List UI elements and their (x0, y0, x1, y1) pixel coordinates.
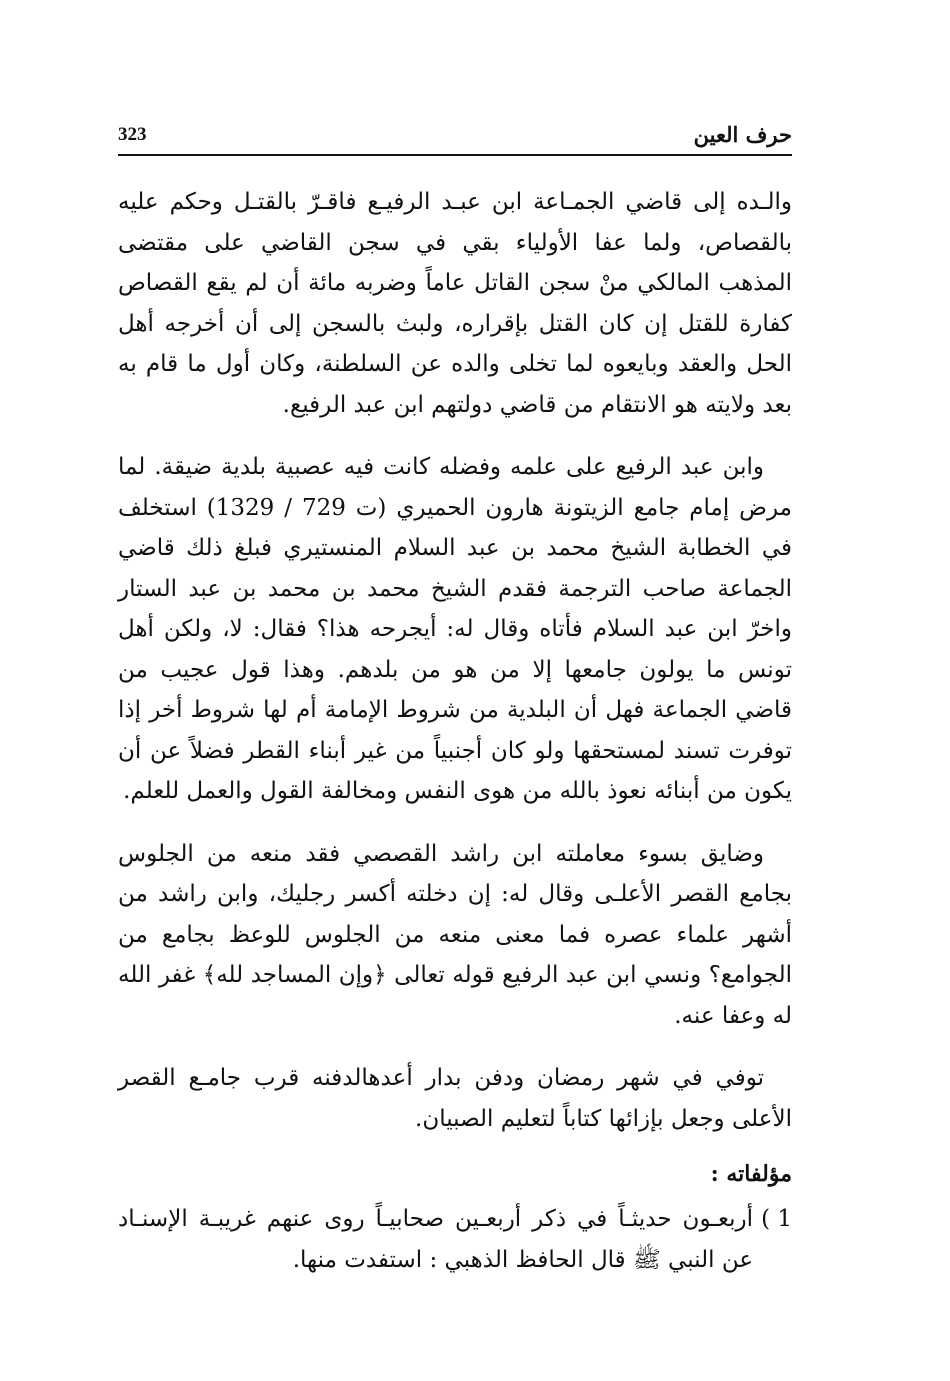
section-title: حرف العين (693, 122, 792, 147)
works-heading: مؤلفاته : (710, 1161, 792, 1187)
paragraph: وضايق بسوء معاملته ابن راشد القصصي فقد منعه من الجلوس بجامع القصر الأعلـى وقال له: إن دخلته أكسر رجليك، وابن راشد من أشهر علماء عصره فما معنى منعه من الجلوس للوعظ بجامع من الجوامع؟ ونسي ابن عبد الرفيع قوله تعالى ﴿وإن المساجد لله﴾ غفر الله له وعفا عنه. (118, 840, 792, 1029)
paragraph: وابن عبد الرفيع على علمه وفضله كانت فيه عصبية بلدية ضيقة. لما مرض إمام جامع الزيتونة هارون الحميري (ت 729 / 1329) استخلف في الخطابة الشيخ محمد بن عبد السلام المنستيري فبلغ ذلك قاضي الجماعة صاحب الترجمة فقدم الشيخ محمد بن محمد بن عبد الستار واخرّ ابن عبد السلام فأتاه وقال له: أيجرحه هذا؟ فقال: لا، ولكن أهل تونس ما يولون جامعها إلا من هو من بلدهم. وهذا قول عجيب من قاضي الجماعة فهل أن البلدية من شروط الإمامة أم لها شروط أخر إذا توفرت تسند لمستحقها ولو كان أجنبياً من غير أبناء القطر فضلاً عن أن يكون من أبنائه نعوذ بالله من هوى النفس ومخالفة القول والعمل للعلم. (118, 454, 792, 804)
list-item-number: 1 ) (761, 1206, 792, 1232)
list-item-text: أربعـون حديثـاً في ذكر أربعـين صحابيـاً روى عنهم غريبـة الإسنـاد عن النبي ﷺ قال الحافظ الذهبي : استفدت منها. (118, 1206, 754, 1273)
page-number: 323 (118, 124, 147, 145)
running-header (118, 120, 792, 156)
paragraph: توفي في شهر رمضان ودفن بدار أعدهالدفنه قرب جامـع القصر الأعلى وجعل بإزائها كتاباً لتعليم الصبيان. (118, 1065, 792, 1132)
paragraph: والـده إلى قاضي الجمـاعة ابن عبـد الرفيـع فاقـرّ بالقتـل وحكم عليه بالقصاص، ولما عفا الأولياء بقي في سجن القاضي على مقتضى المذهب المالكي منْ سجن القاتل عاماً وضربه مائة أن لم يقع القصاص كفارة للقتل إن كان القتل بإقراره، ولبث بالسجن إلى أن أخرجه أهل الحل والعقد وبايعوه لما تخلى والده عن السلطنة، وكان أول ما قام به بعد ولايته هو الانتقام من قاضي دولتهم ابن عبد الرفيع. (118, 189, 792, 418)
list-item (118, 1199, 792, 1280)
document-page (118, 120, 792, 1280)
